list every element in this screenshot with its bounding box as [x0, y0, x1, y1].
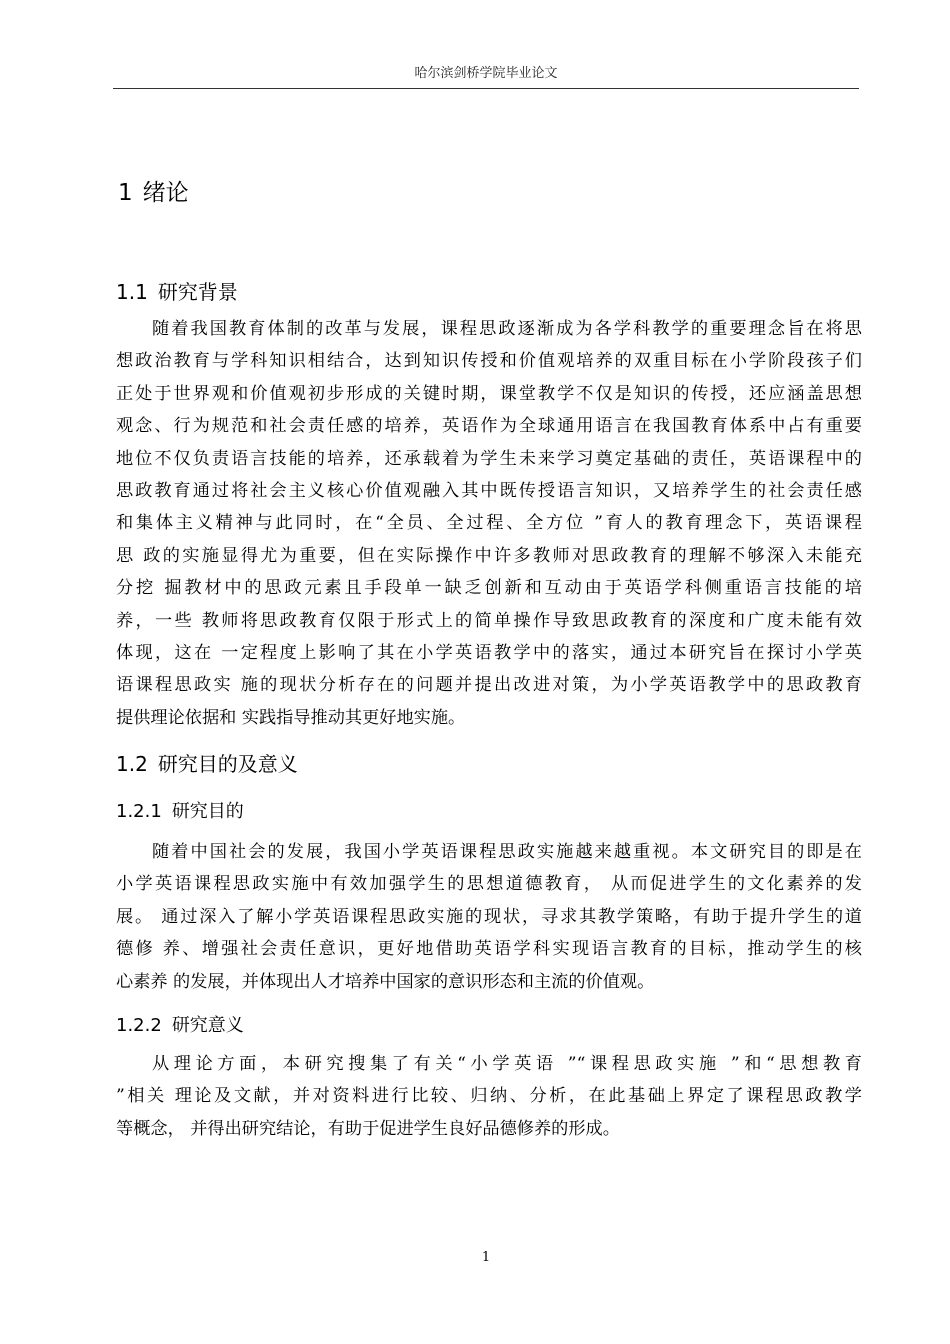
paragraph-line: 提供理论依据和 实践指导推动其更好地实施。	[116, 707, 466, 728]
section-number: 1.2	[116, 752, 148, 776]
paragraph-research-purpose	[116, 836, 862, 998]
paragraph-line: 正处于世界观和价值观初步形成的关键时期，课堂教学不仅是知识的传授，还应涵盖思想	[116, 383, 862, 404]
paragraph-line: 心素养 的发展，并体现出人才培养中国家的意识形态和主流的价值观。	[116, 971, 655, 992]
paragraph-line: 等概念， 并得出研究结论，有助于促进学生良好品德修养的形成。	[116, 1118, 620, 1139]
paragraph-line: 展。 通过深入了解小学英语课程思政实施的现状，寻求其教学策略，有助于提升学生的道	[116, 906, 862, 927]
paragraph-line: 德修 养、增强社会责任意识，更好地借助英语学科实现语言教育的目标，推动学生的核	[116, 939, 862, 960]
paragraph-line: ”相关 理论及文献，并对资料进行比较、归纳、分析，在此基础上界定了课程思政教学	[116, 1086, 862, 1107]
chapter-title: 绪论	[142, 180, 189, 206]
subsection-title: 研究目的	[171, 801, 244, 822]
paragraph-line: 小学英语课程思政实施中有效加强学生的思想道德教育， 从而促进学生的文化素养的发	[116, 874, 862, 895]
paragraph-line: 体现，这在 一定程度上影响了其在小学英语教学中的落实，通过本研究旨在探讨小学英	[116, 642, 862, 663]
paragraph-research-background	[116, 313, 862, 734]
subsection-number: 1.2.1	[116, 801, 162, 822]
paragraph-research-significance	[116, 1048, 862, 1145]
paragraph-line: 语课程思政实 施的现状分析存在的问题并提出改进对策，为小学英语教学中的思政教育	[116, 675, 862, 696]
paragraph-line: 养，一些 教师将思政教育仅限于形式上的简单操作导致思政教育的深度和广度未能有效	[116, 610, 862, 631]
subsection-number: 1.2.2	[116, 1015, 162, 1036]
paragraph-line: 分挖 掘教材中的思政元素且手段单一缺乏创新和互动由于英语学科侧重语言技能的培	[116, 578, 862, 599]
section-title: 研究目的及意义	[157, 752, 298, 776]
section-heading-1-1	[116, 276, 238, 305]
subsection-heading-1-2-1	[116, 797, 244, 823]
paragraph-line: 随着中国社会的发展，我国小学英语课程思政实施越来越重视。本文研究目的即是在	[152, 842, 862, 862]
paragraph-line: 随着我国教育体制的改革与发展，课程思政逐渐成为各学科教学的重要理念旨在将思	[152, 319, 862, 339]
chapter-number: 1	[118, 180, 133, 206]
paragraph-line: 和集体主义精神与此同时，在“全员、全过程、全方位 ”育人的教育理念下，英语课程	[116, 513, 862, 534]
paragraph-line: 思 政的实施显得尤为重要，但在实际操作中许多教师对思政教育的理解不够深入未能充	[116, 545, 862, 566]
chapter-heading	[118, 174, 189, 207]
section-number: 1.1	[116, 280, 148, 304]
paragraph-line: 从理论方面，本研究搜集了有关“小学英语 ”“课程思政实施 ”和“思想教育	[152, 1054, 862, 1074]
paragraph-line: 观念、行为规范和社会责任感的培养，英语作为全球通用语言在我国教育体系中占有重要	[116, 416, 862, 437]
subsection-title: 研究意义	[171, 1015, 244, 1036]
section-heading-1-2	[116, 748, 298, 777]
subsection-heading-1-2-2	[116, 1011, 244, 1037]
paragraph-line: 思政教育通过将社会主义核心价值观融入其中既传授语言知识，又培养学生的社会责任感	[116, 480, 862, 501]
header-rule	[113, 88, 859, 89]
paragraph-line: 想政治教育与学科知识相结合，达到知识传授和价值观培养的双重目标在小学阶段孩子们	[116, 351, 862, 372]
running-header: 哈尔滨剑桥学院毕业论文	[414, 66, 558, 81]
page-number: 1	[481, 1250, 491, 1265]
paragraph-line: 地位不仅负责语言技能的培养，还承载着为学生未来学习奠定基础的责任，英语课程中的	[116, 448, 862, 469]
section-title: 研究背景	[157, 280, 238, 304]
